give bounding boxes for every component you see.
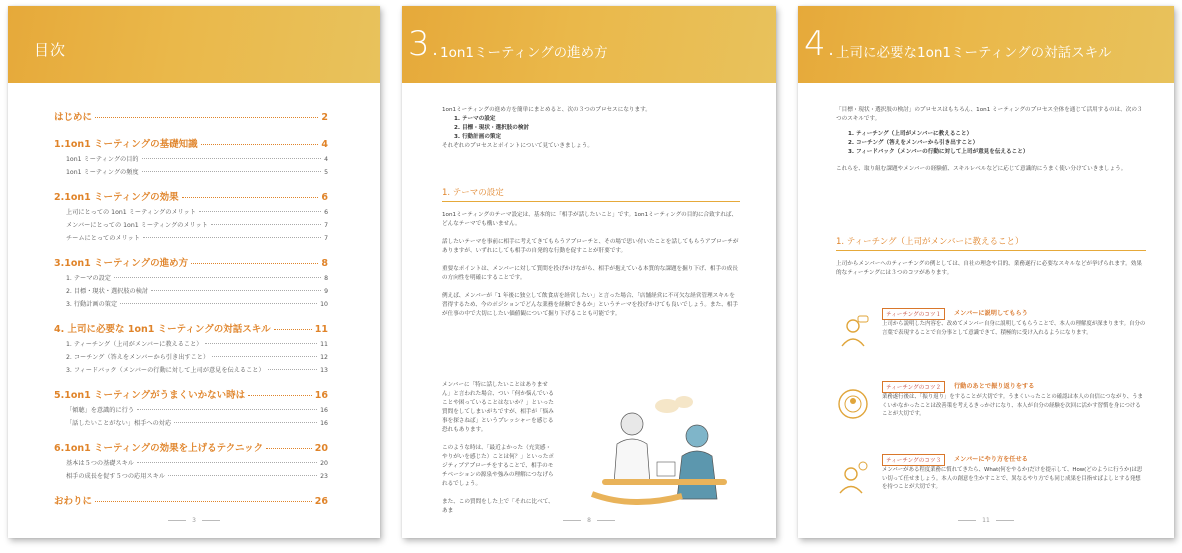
toc-page-number: 16 <box>314 390 328 401</box>
toc-sub-label: 「傾聴」を意識的に行う <box>66 407 135 414</box>
toc-sub-label: 1on1 ミーティングの目的 <box>66 156 139 163</box>
toc-sub-entry[interactable] <box>54 418 328 427</box>
toc-sub-label: 1on1 ミーティングの頻度 <box>66 169 139 176</box>
toc-title: 目次 <box>34 41 67 59</box>
chair-icon <box>592 494 682 502</box>
toc-leader <box>143 237 321 238</box>
teaching-tip-1 <box>836 308 1146 378</box>
toc-sub-entry[interactable] <box>54 352 328 361</box>
toc-section-entry[interactable] <box>54 189 328 203</box>
toc-page-number: 7 <box>324 235 328 242</box>
tip-tag: ティーチングのコツ２ <box>882 381 945 393</box>
toc-leader <box>142 171 321 172</box>
toc-sub-entry[interactable] <box>54 471 328 480</box>
toc-sub-label: 1. テーマの設定 <box>66 275 111 282</box>
chapter-title: 1on1ミーティングの進め方 <box>440 45 608 61</box>
toc-page-number: 11 <box>320 341 328 348</box>
toc-section-label: 3.1on1 ミーティングの進め方 <box>54 258 189 269</box>
toc-leader <box>201 144 319 145</box>
steps-list <box>442 115 740 142</box>
left-column <box>442 381 556 516</box>
toc-sub-label: チームにとってのメリット <box>66 235 140 242</box>
toc-leader <box>212 356 317 357</box>
skill-item: 2. コーチング（答えをメンバーから引き出すこと） <box>848 140 979 146</box>
toc-sub-label: 上司にとっての 1on1 ミーティングのメリット <box>66 209 196 216</box>
toc-sub-entry[interactable] <box>54 233 328 242</box>
toc-section-label: 2.1on1 ミーティングの効果 <box>54 192 179 203</box>
chapter-title: 上司に必要な1on1ミーティングの対話スキル <box>836 45 1112 61</box>
toc-list <box>54 109 328 507</box>
chapter-intro: 1on1ミーティングの進め方を簡単にまとめると、次の３つのプロセスになります。 1. テーマの設定 2. 目標・現状・選択肢の検討 3. 行動計画の策定 それぞれのプロセスとポイントについて見ていきましょう。 <box>442 106 740 151</box>
toc-leader <box>168 475 317 476</box>
toc-leader <box>120 303 317 304</box>
toc-page-number: 16 <box>320 420 328 427</box>
page-footer: 8 <box>402 517 776 524</box>
toc-header <box>8 6 380 83</box>
toc-page-number: 11 <box>314 324 328 335</box>
person-idea-icon <box>836 460 870 494</box>
paragraph: このような時は、「最近よかった（充実感・やりがいを感じた）ことは何？」といったポジティブアプローチをすることで、相手のモチベーションの源泉や強みの理解につなげられるでしょう。 <box>442 445 554 487</box>
chapter-number: 4. <box>804 24 837 64</box>
toc-page-number: 4 <box>324 156 328 163</box>
page-footer: 11 <box>798 517 1174 524</box>
toc-sub-label: 基本は５つの基礎スキル <box>66 460 134 467</box>
toc-sub-label: 1. ティーチング（上司がメンバーに教えること） <box>66 341 203 348</box>
skill-item: 3. フィードバック（メンバーの行動に対して上司が意見を伝えること） <box>848 149 1029 155</box>
toc-sub-entry[interactable] <box>54 339 328 348</box>
toc-sub-label: 「話したいことがない」相手への対応 <box>66 420 172 427</box>
skills-list <box>836 130 1146 157</box>
toc-sub-label: 2. 目標・現状・選択肢の検討 <box>66 288 149 295</box>
toc-page <box>8 6 380 538</box>
toc-section-label: 1.1on1 ミーティングの基礎知識 <box>54 139 198 150</box>
paragraph: メンバーに「特に話したいことはありません」と言われた場合、つい「何か悩んでいることや困っていることはないか？」といった質問をしてしまいがちですが、相手が「悩み事を探さねば」というプレッシャーを感じる恐れもあります。 <box>442 382 554 433</box>
toc-leader <box>268 369 317 370</box>
toc-leader <box>174 422 317 423</box>
step-item: 2. 目標・現状・選択肢の検討 <box>454 125 530 131</box>
toc-leader <box>182 197 319 198</box>
toc-section-entry[interactable] <box>54 109 328 123</box>
toc-sub-entry[interactable] <box>54 405 328 414</box>
toc-section-entry[interactable] <box>54 387 328 401</box>
toc-leader <box>199 211 321 212</box>
toc-leader <box>274 329 312 330</box>
man-head-icon <box>686 425 708 447</box>
toc-leader <box>211 224 321 225</box>
toc-section-label: おわりに <box>54 496 93 507</box>
teaching-tip-3 <box>836 454 1146 524</box>
tip-text: メンバーがある程度業務に慣れてきたら、What(何をやるか)だけを提示して、How(どのように行うか)は思い切って任せましょう。本人の創意を生かすことで、異なるやり方でも同じ成果を目指せばよしとする発想を持つことが大切です。 <box>882 467 1143 490</box>
teaching-tip-2 <box>836 381 1146 451</box>
toc-leader <box>137 462 317 463</box>
toc-leader <box>248 395 312 396</box>
conversation-illustration <box>572 384 732 514</box>
toc-sub-label: メンバーにとっての 1on1 ミーティングのメリット <box>66 222 208 229</box>
toc-page-number: 2 <box>321 112 328 123</box>
toc-section-label: 5.1on1 ミーティングがうまくいかない時は <box>54 390 246 401</box>
section-heading: 1. ティーチング（上司がメンバーに教えること） <box>836 238 1146 251</box>
paragraph: 1on1ミーティングのテーマ設定は、基本的に「相手が話したいこと」です。1on1ミーティングの目的に合致すれば、どんなテーマでも構いません。 <box>442 212 738 227</box>
woman-head-icon <box>621 413 643 435</box>
toc-section-label: 4. 上司に必要な 1on1 ミーティングの対話スキル <box>54 324 271 335</box>
tip-text: 業務遂行後は、「振り返り」をすることが大切です。うまくいったことの確認は本人の自信につながり、うまくいかなかったことは改善策を考えるきっかけになり、本人が自分の経験を次回に活かす習慣を身につけることが大切です。 <box>882 394 1143 417</box>
tip-tag: ティーチングのコツ１ <box>882 308 945 320</box>
toc-section-entry[interactable] <box>54 136 328 150</box>
tablet-icon <box>657 462 675 476</box>
step-item: 1. テーマの設定 <box>454 116 496 122</box>
toc-sub-label: 3. 行動計画の策定 <box>66 301 118 308</box>
toc-page-number: 16 <box>320 407 328 414</box>
section-body <box>836 238 1146 278</box>
chapter-3-page <box>402 6 776 538</box>
toc-leader <box>142 158 321 159</box>
toc-page-number: 5 <box>324 169 328 176</box>
chapter-4-page <box>798 6 1174 538</box>
toc-page-number: 10 <box>320 301 328 308</box>
toc-leader <box>95 117 318 118</box>
toc-page-number: 8 <box>324 275 328 282</box>
tip-heading: メンバーにやり方を任せる <box>954 456 1028 463</box>
toc-page-number: 7 <box>324 222 328 229</box>
paragraph: また、この質問をした上で「それに比べて、あま <box>442 499 554 514</box>
toc-page-number: 23 <box>320 473 328 480</box>
tip-text: 上司から説明した内容を、改めてメンバー自身に説明してもらうことで、本人の理解度が深まります。自分の言葉で表現することで自分事として意識できて、積極的に受け入れるようになります。 <box>882 321 1146 336</box>
tip-heading: メンバーに説明してもらう <box>954 310 1028 317</box>
toc-sub-entry[interactable] <box>54 167 328 176</box>
toc-sub-label: 相手の成長を促す５つの応用スキル <box>66 473 165 480</box>
toc-leader <box>205 343 317 344</box>
speech-bubble-icon <box>675 396 693 408</box>
toc-sub-entry[interactable] <box>54 299 328 308</box>
paragraph: 上司からメンバーへのティーチングの例としては、自社の理念や目的、業務遂行に必要なスキルなどが挙げられます。効果的なティーチングには３つのコツがあります。 <box>836 261 1142 276</box>
section-body <box>442 189 740 319</box>
toc-sub-entry[interactable] <box>54 273 328 282</box>
toc-sub-label: 2. コーチング（答えをメンバーから引き出すこと） <box>66 354 210 361</box>
toc-sub-entry[interactable] <box>54 207 328 216</box>
toc-leader <box>191 263 318 264</box>
toc-page-number: 20 <box>314 443 328 454</box>
review-cycle-icon <box>836 387 870 421</box>
toc-page-number: 26 <box>314 496 328 507</box>
toc-sub-entry[interactable] <box>54 458 328 467</box>
toc-page-number: 6 <box>321 192 328 203</box>
toc-section-entry[interactable] <box>54 321 328 335</box>
man-body-icon <box>677 451 717 499</box>
toc-sub-label: 3. フィードバック（メンバーの行動に対して上司が意見を伝えること） <box>66 367 265 374</box>
paragraph: 話したいテーマを事前に相手に考えてきてもらうアプローチと、その場で思い付いたことを話してもらうアプローチがありますが、いずれにしても相手の自発的な行動を促すことが肝要です。 <box>442 239 739 254</box>
toc-sub-entry[interactable] <box>54 365 328 374</box>
toc-sub-entry[interactable] <box>54 286 328 295</box>
toc-sub-entry[interactable] <box>54 220 328 229</box>
toc-section-entry[interactable] <box>54 440 328 454</box>
woman-body-icon <box>614 439 650 484</box>
toc-leader <box>114 277 321 278</box>
person-speech-icon <box>836 314 870 348</box>
table-icon <box>602 479 727 485</box>
chapter-header <box>402 6 776 83</box>
toc-page-number: 20 <box>320 460 328 467</box>
toc-page-number: 12 <box>320 354 328 361</box>
section-heading: 1. テーマの設定 <box>442 189 740 202</box>
chapter-number: 3. <box>408 24 441 64</box>
toc-page-number: 4 <box>321 139 328 150</box>
toc-section-entry[interactable] <box>54 493 328 507</box>
toc-page-number: 13 <box>320 367 328 374</box>
tip-tag: ティーチングのコツ３ <box>882 454 945 466</box>
page-footer: 3 <box>8 517 380 524</box>
step-item: 3. 行動計画の策定 <box>454 134 502 140</box>
toc-sub-entry[interactable] <box>54 154 328 163</box>
toc-leader <box>95 501 312 502</box>
tip-heading: 行動のあとで振り返りをする <box>954 383 1035 390</box>
toc-page-number: 9 <box>324 288 328 295</box>
toc-section-entry[interactable] <box>54 255 328 269</box>
paragraph: 例えば、メンバーが「1 年後に独立して飲食店を経営したい」と言った場合、「店舗経営に不可欠な経営管理スキルを習得するため、今のポジションでどんな業務を経験できるか」というテーマを投げかけても良いでしょう。また、相手が仕事の中で大切にしたい価値観について掘り下げることも可能です。 <box>442 293 738 317</box>
toc-leader <box>137 409 317 410</box>
chapter-intro: 「目標・現状・選択肢の検討」のプロセスはもちろん、1on1 ミーティングのプロセス全体を通じて活用するのは、次の３つのスキルです。 1. ティーチング（上司がメンバーに教えること） 2. コーチング（答えをメンバーから引き出すこと） 3. フィードバック（メンバーの行動に対して上司が意見を伝えること） これらを、取り組む課題やメンバーの経験値、スキルレベルなどに応じて意識的にうまく使い分けていきましょう。 <box>836 106 1146 174</box>
skill-item: 1. ティーチング（上司がメンバーに教えること） <box>848 131 973 137</box>
toc-leader <box>151 290 321 291</box>
toc-page-number: 6 <box>324 209 328 216</box>
toc-leader <box>266 448 312 449</box>
paragraph: 重要なポイントは、メンバーに対して質問を投げかけながら、相手が抱えている本質的な課題を掘り下げ、相手の成長の方向性を明確にすることです。 <box>442 266 738 281</box>
toc-section-label: はじめに <box>54 112 93 123</box>
chapter-header <box>798 6 1174 83</box>
toc-page-number: 8 <box>321 258 328 269</box>
toc-section-label: 6.1on1 ミーティングの効果を上げるテクニック <box>54 443 264 454</box>
